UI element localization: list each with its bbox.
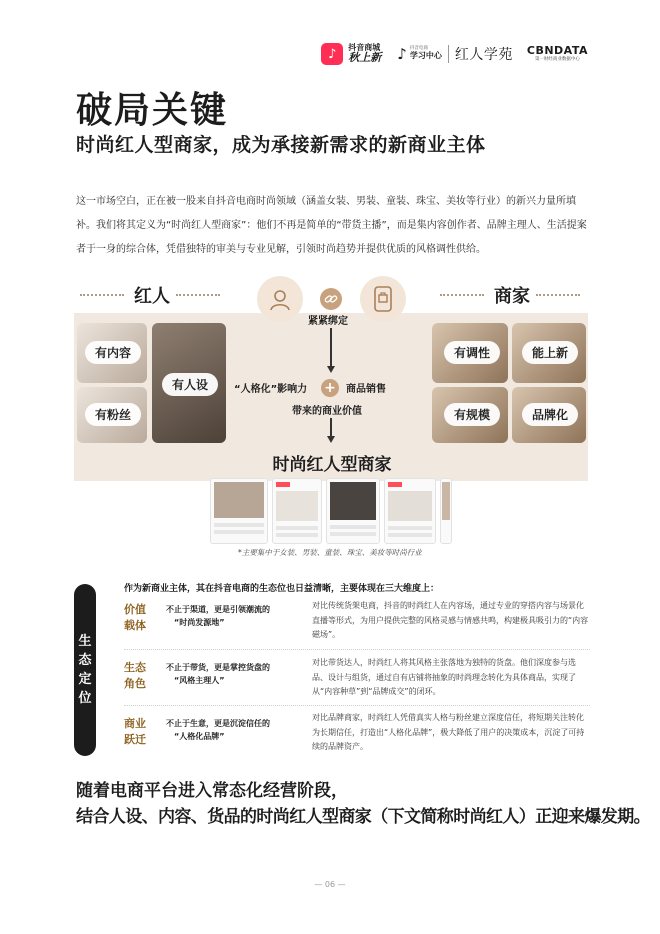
influencer-photo-content (77, 323, 147, 383)
positioning-heading: 作为新商业主体，其在抖音电商的生态位也日益清晰，主要体现在三大维度上： (124, 584, 440, 594)
left-dotted-line (80, 294, 124, 296)
influence-label: “人格化”影响力 (234, 384, 308, 395)
influencer-photo-persona (152, 323, 226, 443)
value-label: 带来的商业价值 (292, 406, 362, 417)
page-number: — 06 — (314, 880, 346, 889)
learning-center-small: 抖音电商 (409, 46, 428, 52)
bar-char-3: 定 (78, 672, 92, 687)
douyin-logo-bottom: 秋上新 (348, 51, 382, 65)
header-logos (321, 38, 588, 70)
dimension-description-1: 对比传统货架电商，抖音的时尚红人在内容场，通过专业的穿搭内容与场景化直播等形式，为用户提供完整的风格灵感与情感共鸣，构建极具吸引力的“内容磁场”。 (312, 601, 589, 640)
row-divider (124, 649, 590, 650)
dimension-label-business-leap: 商业 跃迁 (124, 717, 146, 746)
app-screenshot-2 (272, 478, 322, 544)
merchant-photo-style (432, 323, 508, 383)
result-title: 时尚红人型商家 (272, 455, 392, 475)
link-chain-icon (320, 288, 342, 310)
bind-label: 紧紧绑定 (308, 316, 348, 327)
flow-line-top (330, 328, 332, 368)
person-icon (257, 276, 303, 322)
dimension-summary-1: 不止于渠道，更是引领潮流的 “时尚发源地” (166, 605, 270, 627)
tag-has-content: 有内容 (85, 341, 141, 364)
bar-char-1: 生 (78, 634, 92, 649)
dimension-description-3: 对比品牌商家，时尚红人凭借真实人格与粉丝建立深度信任，将短期关注转化为长期信任，打造出“人格化品牌”，极大降低了用户的决策成本，沉淀了可持续的品牌资产。 (312, 713, 585, 752)
diagram-footnote: *主要集中于女装、男装、童装、珠宝、美妆等时尚行业 (238, 548, 422, 557)
cbndata-logo-main: CBNDATA (526, 44, 588, 58)
learning-center-main: 学习中心 (409, 51, 442, 61)
row-divider (124, 705, 590, 706)
flow-line-bottom (330, 418, 332, 438)
tag-has-style: 有调性 (444, 341, 500, 364)
ecological-position-bar (74, 584, 96, 756)
flow-arrow-down-icon (327, 366, 335, 373)
merchant-photo-scale (432, 387, 508, 443)
douyin-logo-top: 抖音商城 (348, 43, 381, 53)
learning-center-logo (397, 45, 442, 63)
tag-new-arrivals: 能上新 (522, 341, 578, 364)
app-screenshot-1 (210, 478, 268, 544)
sales-label: 商品销售 (346, 384, 386, 395)
flow-arrow-down-icon-2 (327, 436, 335, 443)
dimension-description-2: 对比带货达人，时尚红人将其风格主张落地为独特的货盘。他们深度参与选品、设计与组货，通过自有店铺将抽象的时尚理念转化为具体商品，实现了从“内容种草”到“品牌成交”的闭环。 (312, 658, 576, 697)
tag-branded: 品牌化 (522, 403, 578, 426)
merchant-photo-new-arrivals (512, 323, 586, 383)
bar-char-2: 态 (78, 653, 92, 668)
merchant-label: 商家 (494, 286, 530, 307)
intro-paragraph: 这一市场空白，正在被一股来自抖音电商时尚领域（涵盖女装、男装、童装、珠宝、美妆等行业）的新兴力量所填补。我们将其定义为“时尚红人型商家”：他们不再是简单的“带货主播”，而是集内容创作者、品牌主理人、生活提案者于一身的综合体，凭借独特的审美与专业见解，引领时尚趋势并提供优质的风格调性供给。 (76, 196, 587, 255)
cbndata-logo (527, 45, 588, 62)
right-dotted-line-2 (536, 294, 580, 296)
right-dotted-line (440, 294, 484, 296)
hongren-academy-logo: 红人学苑 (454, 47, 513, 63)
influencer-photo-fans (77, 387, 147, 443)
tag-has-fans: 有粉丝 (85, 403, 141, 426)
page-subtitle: 时尚红人型商家，成为承接新需求的新商业主体 (76, 134, 486, 156)
dimension-summary-2: 不止于带货，更是掌控货盘的 “风格主理人” (166, 663, 270, 685)
shop-phone-icon (360, 276, 406, 322)
closing-line-2: 结合人设、内容、货品的时尚红人型商家（下文简称时尚红人）正迎来爆发期。 (76, 807, 650, 827)
tiktok-note-icon: ♪ (397, 45, 407, 63)
tag-has-scale: 有规模 (444, 403, 500, 426)
bar-char-4: 位 (78, 691, 92, 706)
dimension-summary-3: 不止于生意，更是沉淀信任的 “人格化品牌” (166, 719, 270, 741)
douyin-icon: ♪ (321, 43, 343, 65)
app-screenshot-3 (326, 478, 380, 544)
app-screenshot-5 (440, 478, 452, 544)
douyin-mall-logo (321, 43, 381, 65)
dimension-label-eco-role: 生态 角色 (124, 661, 146, 690)
closing-line-1: 随着电商平台进入常态化经营阶段， (76, 781, 348, 801)
app-screenshot-4 (384, 478, 436, 544)
cbndata-logo-sub: 第一财经商业数据中心 (534, 56, 580, 62)
page-title: 破局关键 (76, 89, 229, 131)
left-dotted-line-2 (176, 294, 220, 296)
tag-has-persona: 有人设 (162, 373, 218, 396)
influencer-label: 红人 (134, 286, 170, 307)
dimension-label-value-carrier: 价值 载体 (124, 603, 146, 632)
merchant-photo-brand (512, 387, 586, 443)
logo-divider (448, 45, 449, 63)
plus-icon: + (321, 379, 339, 397)
